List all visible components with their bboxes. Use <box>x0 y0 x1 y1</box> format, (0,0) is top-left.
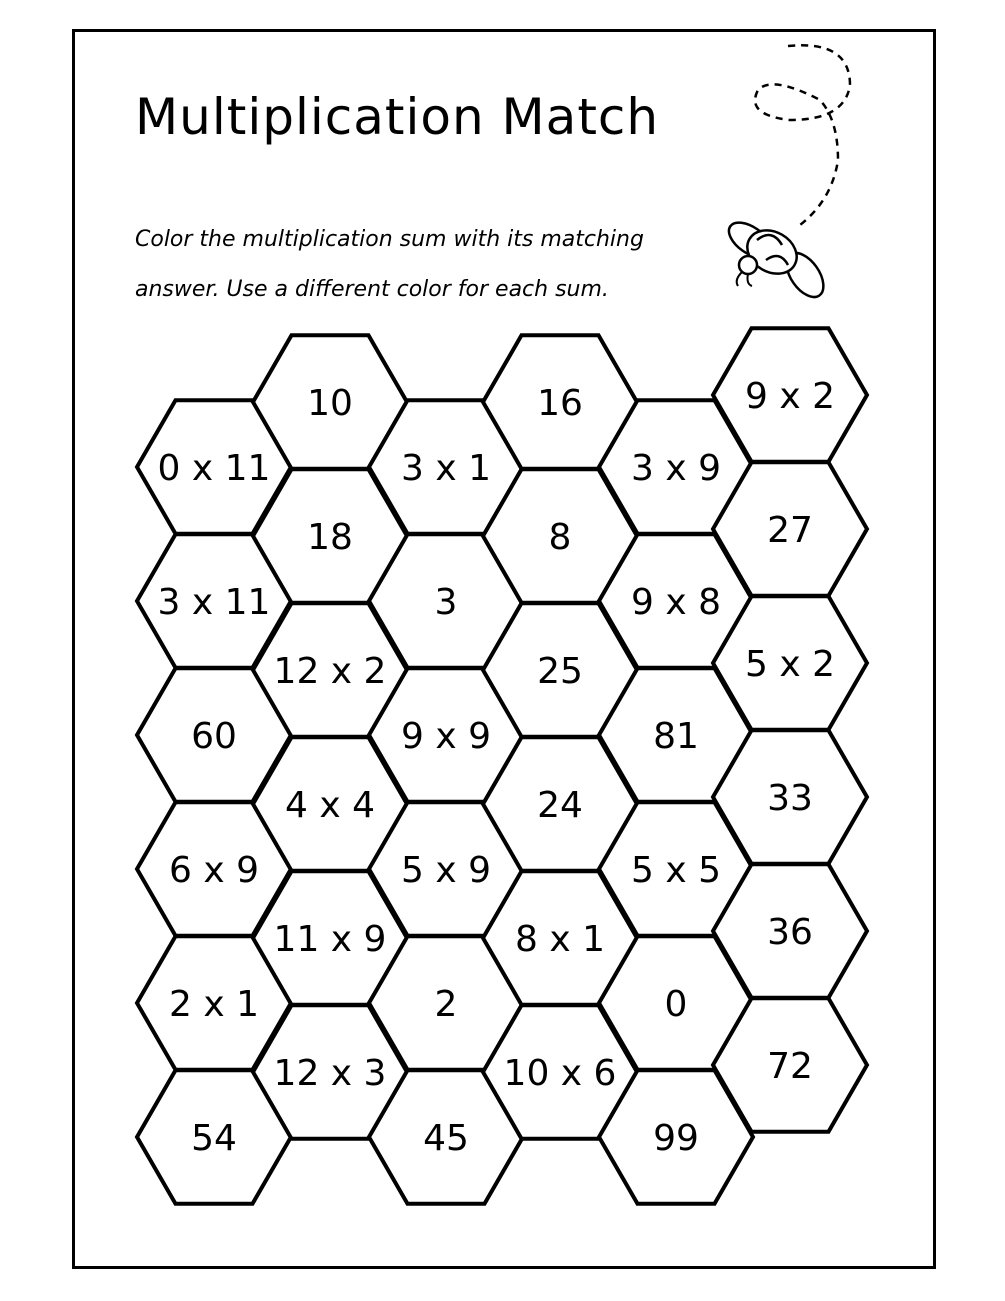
hex-label: 11 x 9 <box>273 919 387 960</box>
hex-label: 9 x 8 <box>631 582 721 623</box>
hex-label: 33 <box>767 778 813 819</box>
hex-label: 3 <box>434 582 458 623</box>
hex-label: 18 <box>307 517 353 558</box>
hex-label: 27 <box>767 510 813 551</box>
hex-label: 0 x 11 <box>157 448 271 489</box>
hex-label: 45 <box>423 1118 469 1159</box>
hex-label: 3 x 9 <box>631 448 721 489</box>
hex-label: 54 <box>191 1118 237 1159</box>
hex-label: 5 x 5 <box>631 850 721 891</box>
hex-label: 9 x 2 <box>745 376 835 417</box>
hex-label: 8 <box>548 517 572 558</box>
hex-label: 9 x 9 <box>401 716 491 757</box>
hex-label: 2 x 1 <box>169 984 259 1025</box>
hex-label: 0 <box>664 984 688 1025</box>
hex-label: 10 x 6 <box>503 1053 617 1094</box>
hex-label: 99 <box>653 1118 699 1159</box>
hex-label: 60 <box>191 716 237 757</box>
hex-label: 24 <box>537 785 583 826</box>
worksheet-instructions: Color the multiplication sum with its matching answer. Use a different color for each sum. <box>135 227 644 302</box>
hex-label: 12 x 3 <box>273 1053 387 1094</box>
hex-label: 16 <box>537 383 583 424</box>
hex-label: 6 x 9 <box>169 850 259 891</box>
hex-label: 36 <box>767 912 813 953</box>
hex-label: 8 x 1 <box>515 919 605 960</box>
hex-label: 72 <box>767 1046 813 1087</box>
hex-label: 5 x 9 <box>401 850 491 891</box>
hex-label: 12 x 2 <box>273 651 387 692</box>
worksheet-title: Multiplication Match <box>135 88 660 146</box>
hex-label: 3 x 1 <box>401 448 491 489</box>
hex-label: 5 x 2 <box>745 644 835 685</box>
hex-label: 25 <box>537 651 583 692</box>
hex-label: 4 x 4 <box>285 785 375 826</box>
hex-label: 2 <box>434 984 458 1025</box>
hex-label: 10 <box>307 383 353 424</box>
hex-label: 3 x 11 <box>157 582 271 623</box>
hex-label: 81 <box>653 716 699 757</box>
